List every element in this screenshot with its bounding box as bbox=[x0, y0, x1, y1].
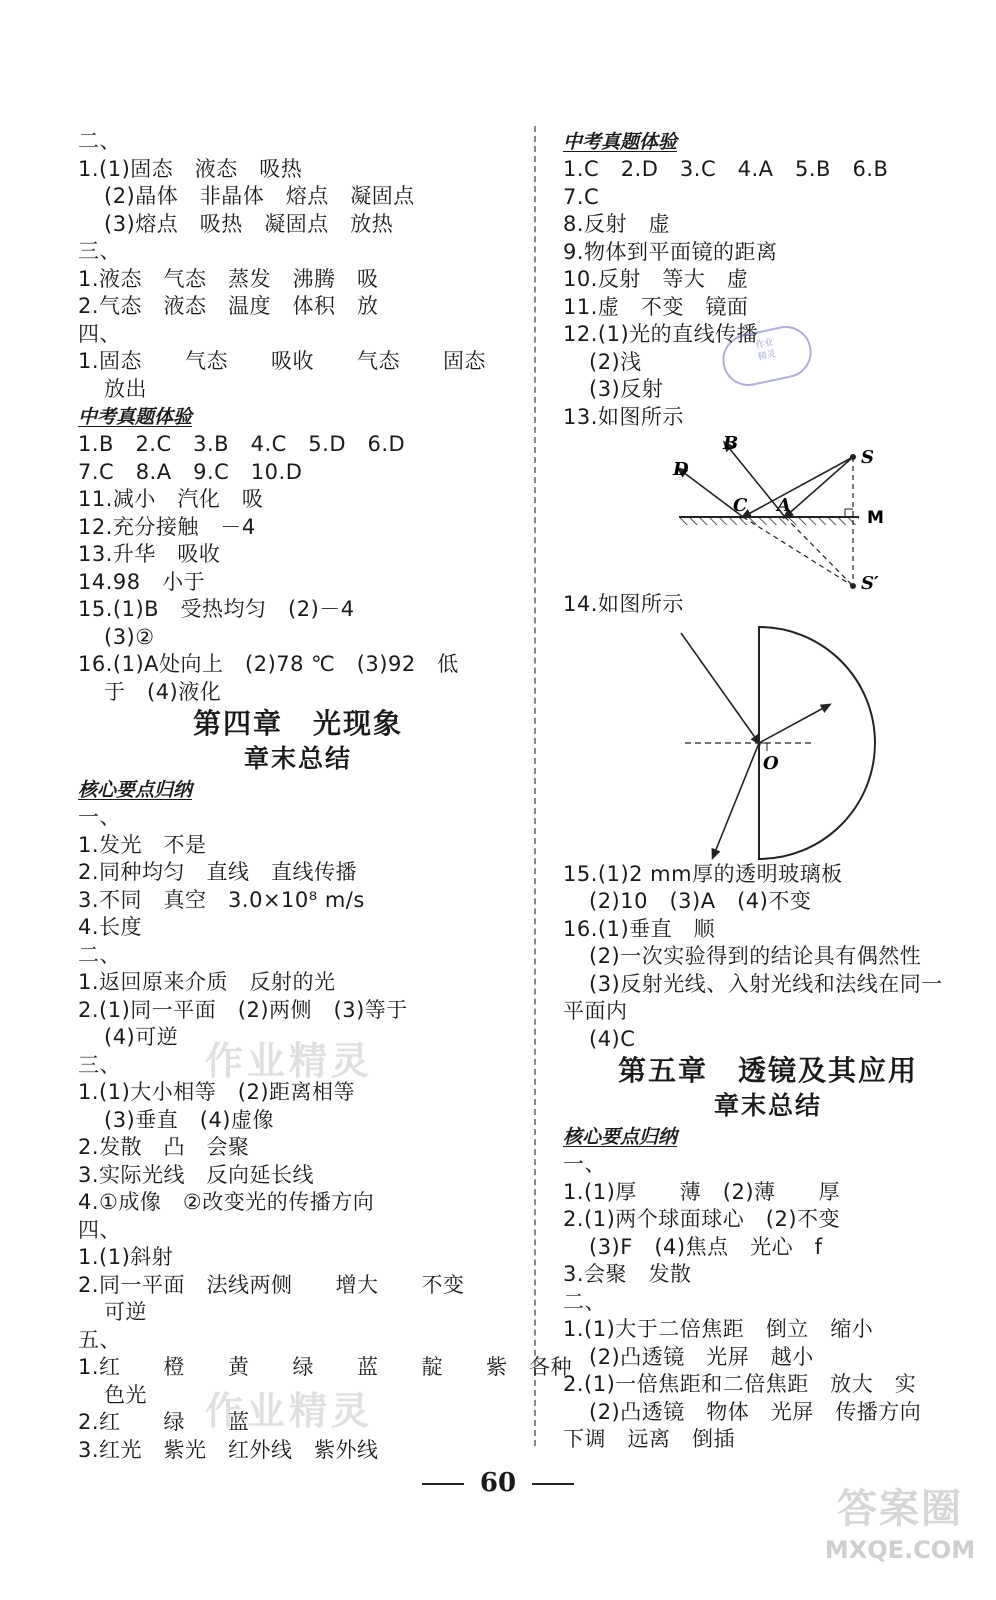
answer-line: 14.如图所示 bbox=[563, 592, 684, 616]
answer-line: 7.C bbox=[563, 184, 600, 209]
watermark-1: 作业精灵 bbox=[205, 1039, 374, 1083]
answer-line: 2.红 绿 蓝 bbox=[78, 1410, 250, 1434]
page-number: 60 bbox=[0, 1468, 996, 1498]
chapter-title: 第五章 透镜及其应用 bbox=[617, 1054, 918, 1087]
answer-line: 2.气态 液态 温度 体积 放 bbox=[78, 294, 379, 318]
answer-line: 8.反射 虚 bbox=[563, 212, 671, 236]
answer-line: 3.实际光线 反向延长线 bbox=[78, 1162, 315, 1187]
column-divider bbox=[534, 126, 536, 1446]
answer-line: 2.(1)同一平面 (2)两侧 (3)等于 bbox=[78, 997, 408, 1022]
answer-line: 4.①成像 ②改变光的传播方向 bbox=[78, 1190, 375, 1214]
section-heading: 中考真题体验 bbox=[78, 406, 193, 428]
answer-line: 1.(1)大于二倍焦距 倒立 缩小 bbox=[563, 1317, 874, 1341]
answer-line: (2)10 (3)A (4)不变 bbox=[589, 889, 812, 913]
right-section-b bbox=[563, 591, 973, 619]
section-heading: 中考真题体验 bbox=[563, 131, 678, 153]
answer-line: 1.液态 气态 蒸发 沸腾 吸 bbox=[78, 266, 379, 291]
answer-line: 2.发散 凸 会聚 bbox=[78, 1135, 250, 1159]
answer-line: (3)垂直 (4)虚像 bbox=[104, 1107, 274, 1132]
answer-line: (2)一次实验得到的结论具有偶然性 bbox=[589, 944, 922, 968]
answer-line: 平面内 bbox=[563, 999, 628, 1023]
answer-line: 3.会聚 发散 bbox=[563, 1262, 692, 1286]
answer-line: 1.C 2.D 3.C 4.A 5.B 6.B bbox=[563, 157, 889, 181]
answer-line: 一、 bbox=[78, 805, 121, 829]
answer-line: 色光 bbox=[104, 1382, 147, 1407]
figure-13-plane-mirror bbox=[563, 431, 973, 591]
answer-line: (2)晶体 非晶体 熔点 凝固点 bbox=[104, 184, 415, 208]
answer-line: 放出 bbox=[104, 376, 147, 401]
answer-line: (4)可逆 bbox=[104, 1025, 179, 1049]
answer-line: 11.减小 汽化 吸 bbox=[78, 487, 264, 511]
figure-14-semicircle-glass bbox=[563, 619, 973, 861]
answer-line: 13.升华 吸收 bbox=[78, 542, 221, 566]
answer-line: 下调 远离 倒插 bbox=[563, 1427, 735, 1451]
answer-line: 1.B 2.C 3.B 4.C 5.D 6.D bbox=[78, 432, 406, 456]
answer-line: 1.红 橙 黄 绿 蓝 靛 紫 各种 bbox=[78, 1355, 573, 1379]
fig14-label-O: O bbox=[763, 752, 779, 774]
answer-line: 1.固态 气态 吸收 气态 固态 bbox=[78, 349, 487, 373]
fig13-label-D: D bbox=[673, 459, 689, 480]
answer-line: 3.红光 紫光 红外线 紫外线 bbox=[78, 1437, 379, 1462]
answer-line: 4.长度 bbox=[78, 915, 143, 939]
answer-line: 三、 bbox=[78, 1052, 121, 1077]
stamp-seal: 作业 精灵 bbox=[718, 321, 817, 391]
answer-line: 1.(1)斜射 bbox=[78, 1245, 174, 1269]
section-heading: 核心要点归纳 bbox=[563, 1126, 678, 1148]
fig13-label-S: S bbox=[861, 447, 874, 468]
answer-line: 2.同一平面 法线两侧 增大 不变 bbox=[78, 1272, 465, 1297]
answer-line: 16.(1)垂直 顺 bbox=[563, 916, 716, 941]
answer-line: 二、 bbox=[78, 942, 121, 967]
answer-line: 1.(1)固态 液态 吸热 bbox=[78, 156, 303, 181]
answer-line: (3)F (4)焦点 光心 f bbox=[589, 1234, 823, 1259]
answer-line: 四、 bbox=[78, 1217, 121, 1242]
answer-line: 四、 bbox=[78, 321, 121, 346]
answer-line: 五、 bbox=[78, 1327, 121, 1352]
right-section-c bbox=[563, 861, 973, 1454]
answer-line: 15.(1)2 mm厚的透明玻璃板 bbox=[563, 861, 843, 886]
answer-line: 12.(1)光的直线传播 bbox=[563, 322, 759, 346]
answer-line: (3)反射 bbox=[589, 377, 664, 401]
answer-line: 一、 bbox=[563, 1152, 606, 1176]
answer-line: (2)浅 bbox=[589, 349, 642, 374]
answer-line: 16.(1)A处向上 (2)78 ℃ (3)92 低 bbox=[78, 652, 459, 676]
answer-line: 三、 bbox=[78, 239, 121, 263]
answer-line: (3)熔点 吸热 凝固点 放热 bbox=[104, 211, 394, 236]
answer-line: 2.(1)一倍焦距和二倍焦距 放大 实 bbox=[563, 1372, 917, 1396]
left-column bbox=[78, 128, 573, 1464]
answer-line: 10.反射 等大 虚 bbox=[563, 267, 749, 291]
answer-line: 于 (4)液化 bbox=[104, 679, 222, 704]
answer-line: 二、 bbox=[78, 129, 121, 153]
fig13-label-B: B bbox=[723, 433, 739, 454]
answer-line: 7.C 8.A 9.C 10.D bbox=[78, 459, 303, 484]
answer-line: 3.不同 真空 3.0×10⁸ m/s bbox=[78, 887, 365, 912]
answer-line: 11.虚 不变 镜面 bbox=[563, 294, 749, 319]
fig13-label-S-prime: S′ bbox=[861, 573, 879, 591]
answer-line: 1.返回原来介质 反射的光 bbox=[78, 970, 336, 994]
answer-line: 可逆 bbox=[104, 1300, 147, 1324]
answer-line: 14.98 小于 bbox=[78, 569, 206, 594]
fig13-label-M: M bbox=[867, 508, 884, 528]
chapter-title: 第四章 光现象 bbox=[192, 707, 403, 740]
answer-line: 9.物体到平面镜的距离 bbox=[563, 239, 778, 264]
section-heading: 核心要点归纳 bbox=[78, 779, 193, 801]
answer-line: (2)凸透镜 光屏 越小 bbox=[589, 1344, 814, 1369]
answer-line: (4)C bbox=[589, 1026, 636, 1051]
answer-line: 2.同种均匀 直线 直线传播 bbox=[78, 860, 358, 884]
answer-line: 1.(1)厚 薄 (2)薄 厚 bbox=[563, 1179, 841, 1204]
answer-line: 15.(1)B 受热均匀 (2)－4 bbox=[78, 597, 355, 621]
answer-line: 1.(1)大小相等 (2)距离相等 bbox=[78, 1080, 356, 1104]
page-number-dash-right bbox=[532, 1483, 574, 1485]
answer-line: (2)凸透镜 物体 光屏 传播方向 bbox=[589, 1399, 922, 1424]
right-section-a bbox=[563, 128, 973, 431]
answer-line: (3)反射光线、入射光线和法线在同一 bbox=[589, 971, 943, 996]
chapter-subtitle: 章末总结 bbox=[243, 744, 352, 773]
fig13-label-A: A bbox=[777, 495, 791, 516]
answer-line: 12.充分接触 －4 bbox=[78, 514, 256, 539]
corner-logo: 答案圈 MXQE.COM bbox=[824, 1486, 976, 1564]
answer-line: 13.如图所示 bbox=[563, 404, 684, 429]
fig13-label-C: C bbox=[733, 495, 748, 516]
answer-line: 1.发光 不是 bbox=[78, 832, 207, 857]
page-number-dash-left bbox=[422, 1483, 464, 1485]
answer-line: 2.(1)两个球面球心 (2)不变 bbox=[563, 1207, 841, 1231]
answer-line: 二、 bbox=[563, 1289, 606, 1314]
right-column bbox=[563, 128, 973, 1454]
watermark-2: 作业精灵 bbox=[205, 1389, 374, 1433]
chapter-subtitle: 章末总结 bbox=[713, 1091, 822, 1120]
answer-line: (3)② bbox=[104, 624, 155, 649]
